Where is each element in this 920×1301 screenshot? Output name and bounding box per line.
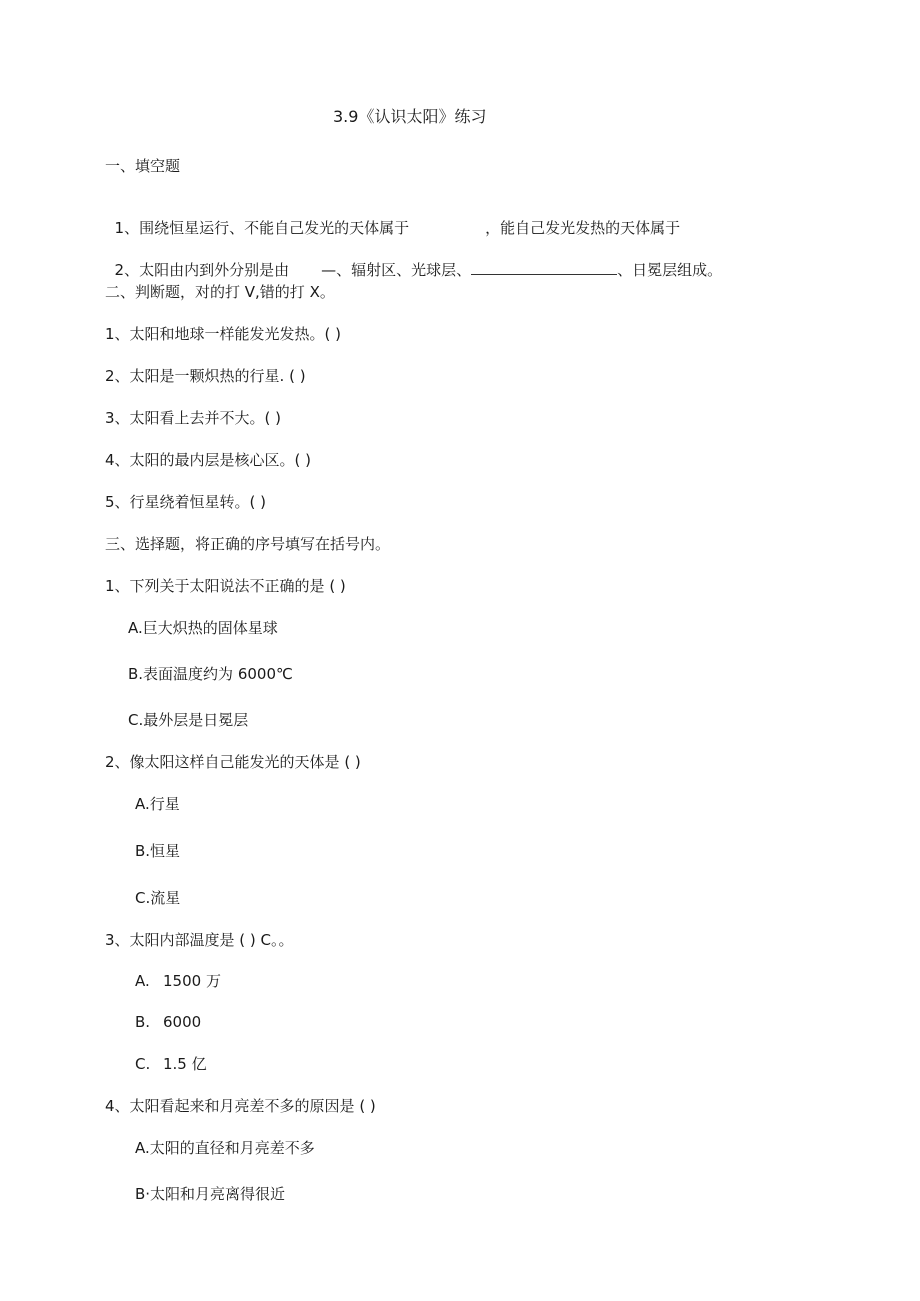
choice-q3-option-a [135,971,221,991]
fill-q1-text-1: 1、围绕恒星运行、不能自己发光的天体属于 [114,219,410,237]
choice-q3-text-c: 1.5 亿 [163,1055,207,1073]
choice-q1-option-b: B.表面温度约为 6000℃ [128,665,293,683]
choice-q4-option-a: A.太阳的直径和月亮差不多 [135,1139,315,1157]
fill-question-1 [105,198,680,238]
choice-q3-option-c [135,1054,207,1074]
choice-q3-option-b [135,1012,201,1032]
fill-q2-text-2: —、辐射区、光球层、 [321,261,472,279]
choice-q2-option-c: C.流星 [135,889,181,907]
choice-q2-option-a: A.行星 [135,795,180,813]
fill-q2-text-1: 2、太阳由内到外分别是由 [114,261,290,279]
choice-q3-text-a: 1500 万 [163,972,221,990]
choice-q2-option-b: B.恒星 [135,842,181,860]
page-title: 3.9《认识太阳》练习 [333,107,487,126]
choice-q2-stem: 2、像太阳这样自己能发光的天体是 ( ) [105,753,361,771]
choice-q4-stem: 4、太阳看起来和月亮差不多的原因是 ( ) [105,1097,376,1115]
section-heading-judge: 二、判断题，对的打 V,错的打 X。 [105,283,335,301]
judge-item-3: 3、太阳看上去并不大。( ) [105,409,282,427]
choice-q3-letter-b: B. [135,1013,151,1031]
choice-q3-letter-c: C. [135,1055,151,1073]
choice-q3-text-b: 6000 [163,1013,202,1031]
judge-item-4: 4、太阳的最内层是核心区。( ) [105,451,312,469]
choice-q1-stem: 1、下列关于太阳说法不正确的是 ( ) [105,577,346,595]
choice-q1-option-c: C.最外层是日冕层 [128,711,249,729]
judge-item-1: 1、太阳和地球一样能发光发热。( ) [105,325,342,343]
choice-q3-stem: 3、太阳内部温度是 ( ) C。。 [105,931,294,949]
choice-q1-option-a: A.巨大炽热的固体星球 [128,619,278,637]
section-heading-fill: 一、填空题 [105,157,181,175]
fill-q2-blank-2[interactable] [471,260,617,275]
fill-question-2 [105,240,722,280]
choice-q4-option-b: B·太阳和月亮离得很近 [135,1185,286,1203]
judge-item-5: 5、行星绕着恒星转。( ) [105,493,267,511]
section-heading-choice: 三、选择题，将正确的序号填写在括号内。 [105,535,391,553]
judge-item-2: 2、太阳是一颗炽热的行星. ( ) [105,367,306,385]
choice-q3-letter-a: A. [135,972,150,990]
fill-q2-text-3: 、日冕层组成。 [617,261,723,279]
fill-q1-text-2: ，能自己发光发热的天体属于 [485,219,681,237]
